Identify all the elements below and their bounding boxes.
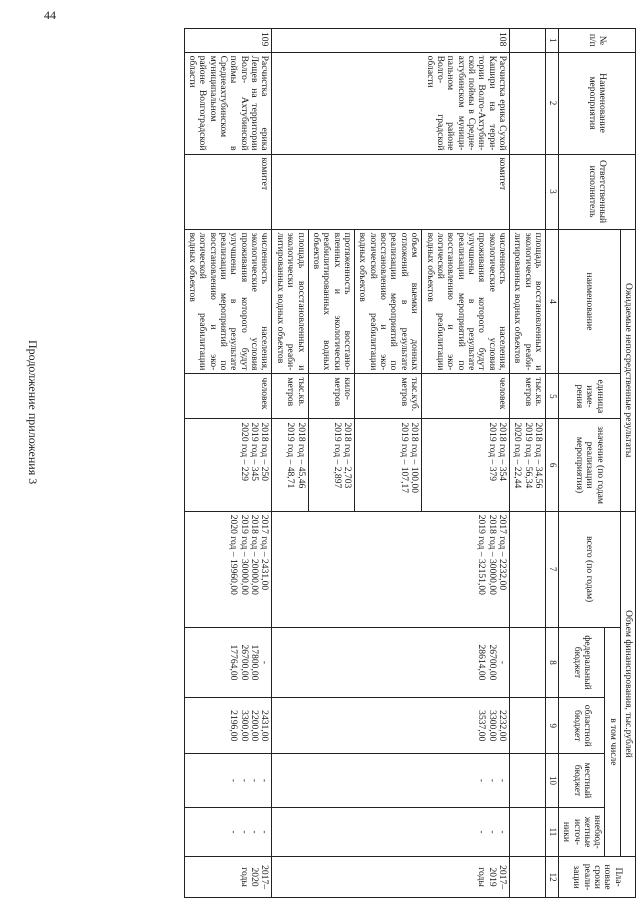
header-local: местный бюджет	[558, 754, 604, 808]
result-value: 2018 год – 100,00 2019 год – 107,17	[355, 419, 422, 511]
result-value: 2018 год – 45,46 2019 год – 48,71	[272, 419, 308, 511]
col-number: 9	[546, 698, 559, 754]
header-name: Наименование мероприятия	[558, 52, 635, 154]
responsible-executor: комитет	[184, 154, 272, 229]
row-number: 109	[184, 29, 272, 53]
result-unit: тыс.куб. метров	[355, 374, 422, 419]
header-res-unit: единица изме- рения	[558, 374, 620, 419]
result-unit: человек	[422, 374, 510, 419]
finance-regional: 2431,00 2200,00 3300,00 2196,00	[184, 698, 272, 754]
col-number: 4	[546, 229, 559, 374]
result-name: объем выемки донных отложений в результате реализации мероприятий по восстановлению и эко- логической реабилитации водных объектов	[355, 229, 422, 374]
finance-offbudget: - - -	[272, 807, 510, 856]
carry-over-row	[510, 29, 546, 898]
header-terms: Пла- новые сроки реали- зации	[558, 857, 635, 898]
appendix-caption	[20, 340, 60, 485]
page-number: 44	[44, 8, 56, 22]
header-res-value: значение (по годам реализации мероприятия)	[558, 419, 620, 511]
finance-federal: - 26700,00 28614,00	[272, 627, 510, 698]
col-number: 5	[546, 374, 559, 419]
header-offbudget: внебюд- жетные источ- ники	[558, 807, 604, 856]
finance-federal: - 17800,00 26700,00 17764,00	[184, 627, 272, 698]
col-number: 6	[546, 419, 559, 511]
result-unit: человек	[184, 374, 272, 419]
carry-result-unit: тыс.кв. метров	[510, 374, 546, 419]
header-incl: в том числе	[605, 627, 620, 857]
col-number: 7	[546, 511, 559, 627]
result-value: 2018 год – 2,703 2019 год – 2,897	[308, 419, 354, 511]
row-number: 108	[272, 29, 510, 53]
program-table	[184, 28, 636, 898]
result-name: протяженность восстано- вленных и экологически реабилитированных водных объектов	[308, 229, 354, 374]
col-number: 1	[546, 29, 559, 53]
result-name: численность населения, экологические условия проживания которого будут улучшены в результате реализации мероприятий по восстановлению и эко- логической реабилитации водных объектов	[184, 229, 272, 374]
rotated-table-frame	[60, 28, 636, 898]
result-unit: кило- метров	[308, 374, 354, 419]
col-number: 3	[546, 154, 559, 229]
col-number: 12	[546, 857, 559, 898]
header-res-name: наименование	[558, 229, 620, 374]
responsible-executor: комитет	[272, 154, 510, 229]
table-row-108	[422, 29, 510, 898]
header-total: всего (по годам)	[558, 511, 620, 627]
finance-total: 2017 год – 2232,00 2018 год – 30000,00 2019 год – 32151,00	[272, 511, 510, 627]
header-num: № п/п	[558, 29, 635, 53]
finance-offbudget: - - - -	[184, 807, 272, 856]
header-federal: федеральный бюджет	[558, 627, 604, 698]
header-finance: Объем финансирования, тыс.рублей	[620, 511, 635, 856]
finance-total: 2017 год – 2431,00 2018 год – 20000,00 2019 год – 30000,00 2020 год – 19960,00	[184, 511, 272, 627]
header-regional: областной бюджет	[558, 698, 604, 754]
col-number: 2	[546, 52, 559, 154]
column-numbers-row	[546, 29, 559, 898]
header-results: Ожидаемые непосредственные результаты	[620, 229, 635, 511]
measure-name: Расчистка ерика Лещев на территории Волго- Ахтубинской поймы в Среднеахтубинском муниципальном районе Волгоградской области	[184, 52, 272, 154]
measure-name: Расчистка ерика Сухой Кашири на терри- тории Волго-Ахтубин- ской поймы в Средне- ахтубинском муници- пальном районе Волго- градской области	[272, 52, 510, 154]
implementation-terms: 2017– 2019 годы	[272, 857, 510, 898]
col-number: 11	[546, 807, 559, 856]
result-name: численность населения, экологические условия проживания которого будут улучшены в результате реализации мероприятий по восстановлению и эко- логической реабилитации водных объектов	[422, 229, 510, 374]
appendix-caption-text: Продолжение приложения 3	[26, 340, 40, 485]
header-exec: Ответственный исполнитель	[558, 154, 635, 229]
finance-local: - - -	[272, 754, 510, 808]
table-row-109	[184, 29, 272, 898]
result-value: 2018 год – 250 2019 год – 345 2020 год – 229	[184, 419, 272, 511]
result-unit: тыс.кв. метров	[272, 374, 308, 419]
implementation-terms: 2017– 2020 годы	[184, 857, 272, 898]
carry-result-name: площадь восстановленных и экологически реаби- литированных водных объектов	[510, 229, 546, 374]
col-number: 10	[546, 754, 559, 808]
result-name: площадь восстановленных и экологически реаби- литированных водных объектов	[272, 229, 308, 374]
finance-regional: 2232,00 3300,00 3537,00	[272, 698, 510, 754]
col-number: 8	[546, 627, 559, 698]
result-value: 2018 год – 354 2019 год – 379	[422, 419, 510, 511]
finance-local: - - - -	[184, 754, 272, 808]
carry-result-value: 2018 год – 34,56 2019 год – 56,34 2020 год – 22,44	[510, 419, 546, 511]
